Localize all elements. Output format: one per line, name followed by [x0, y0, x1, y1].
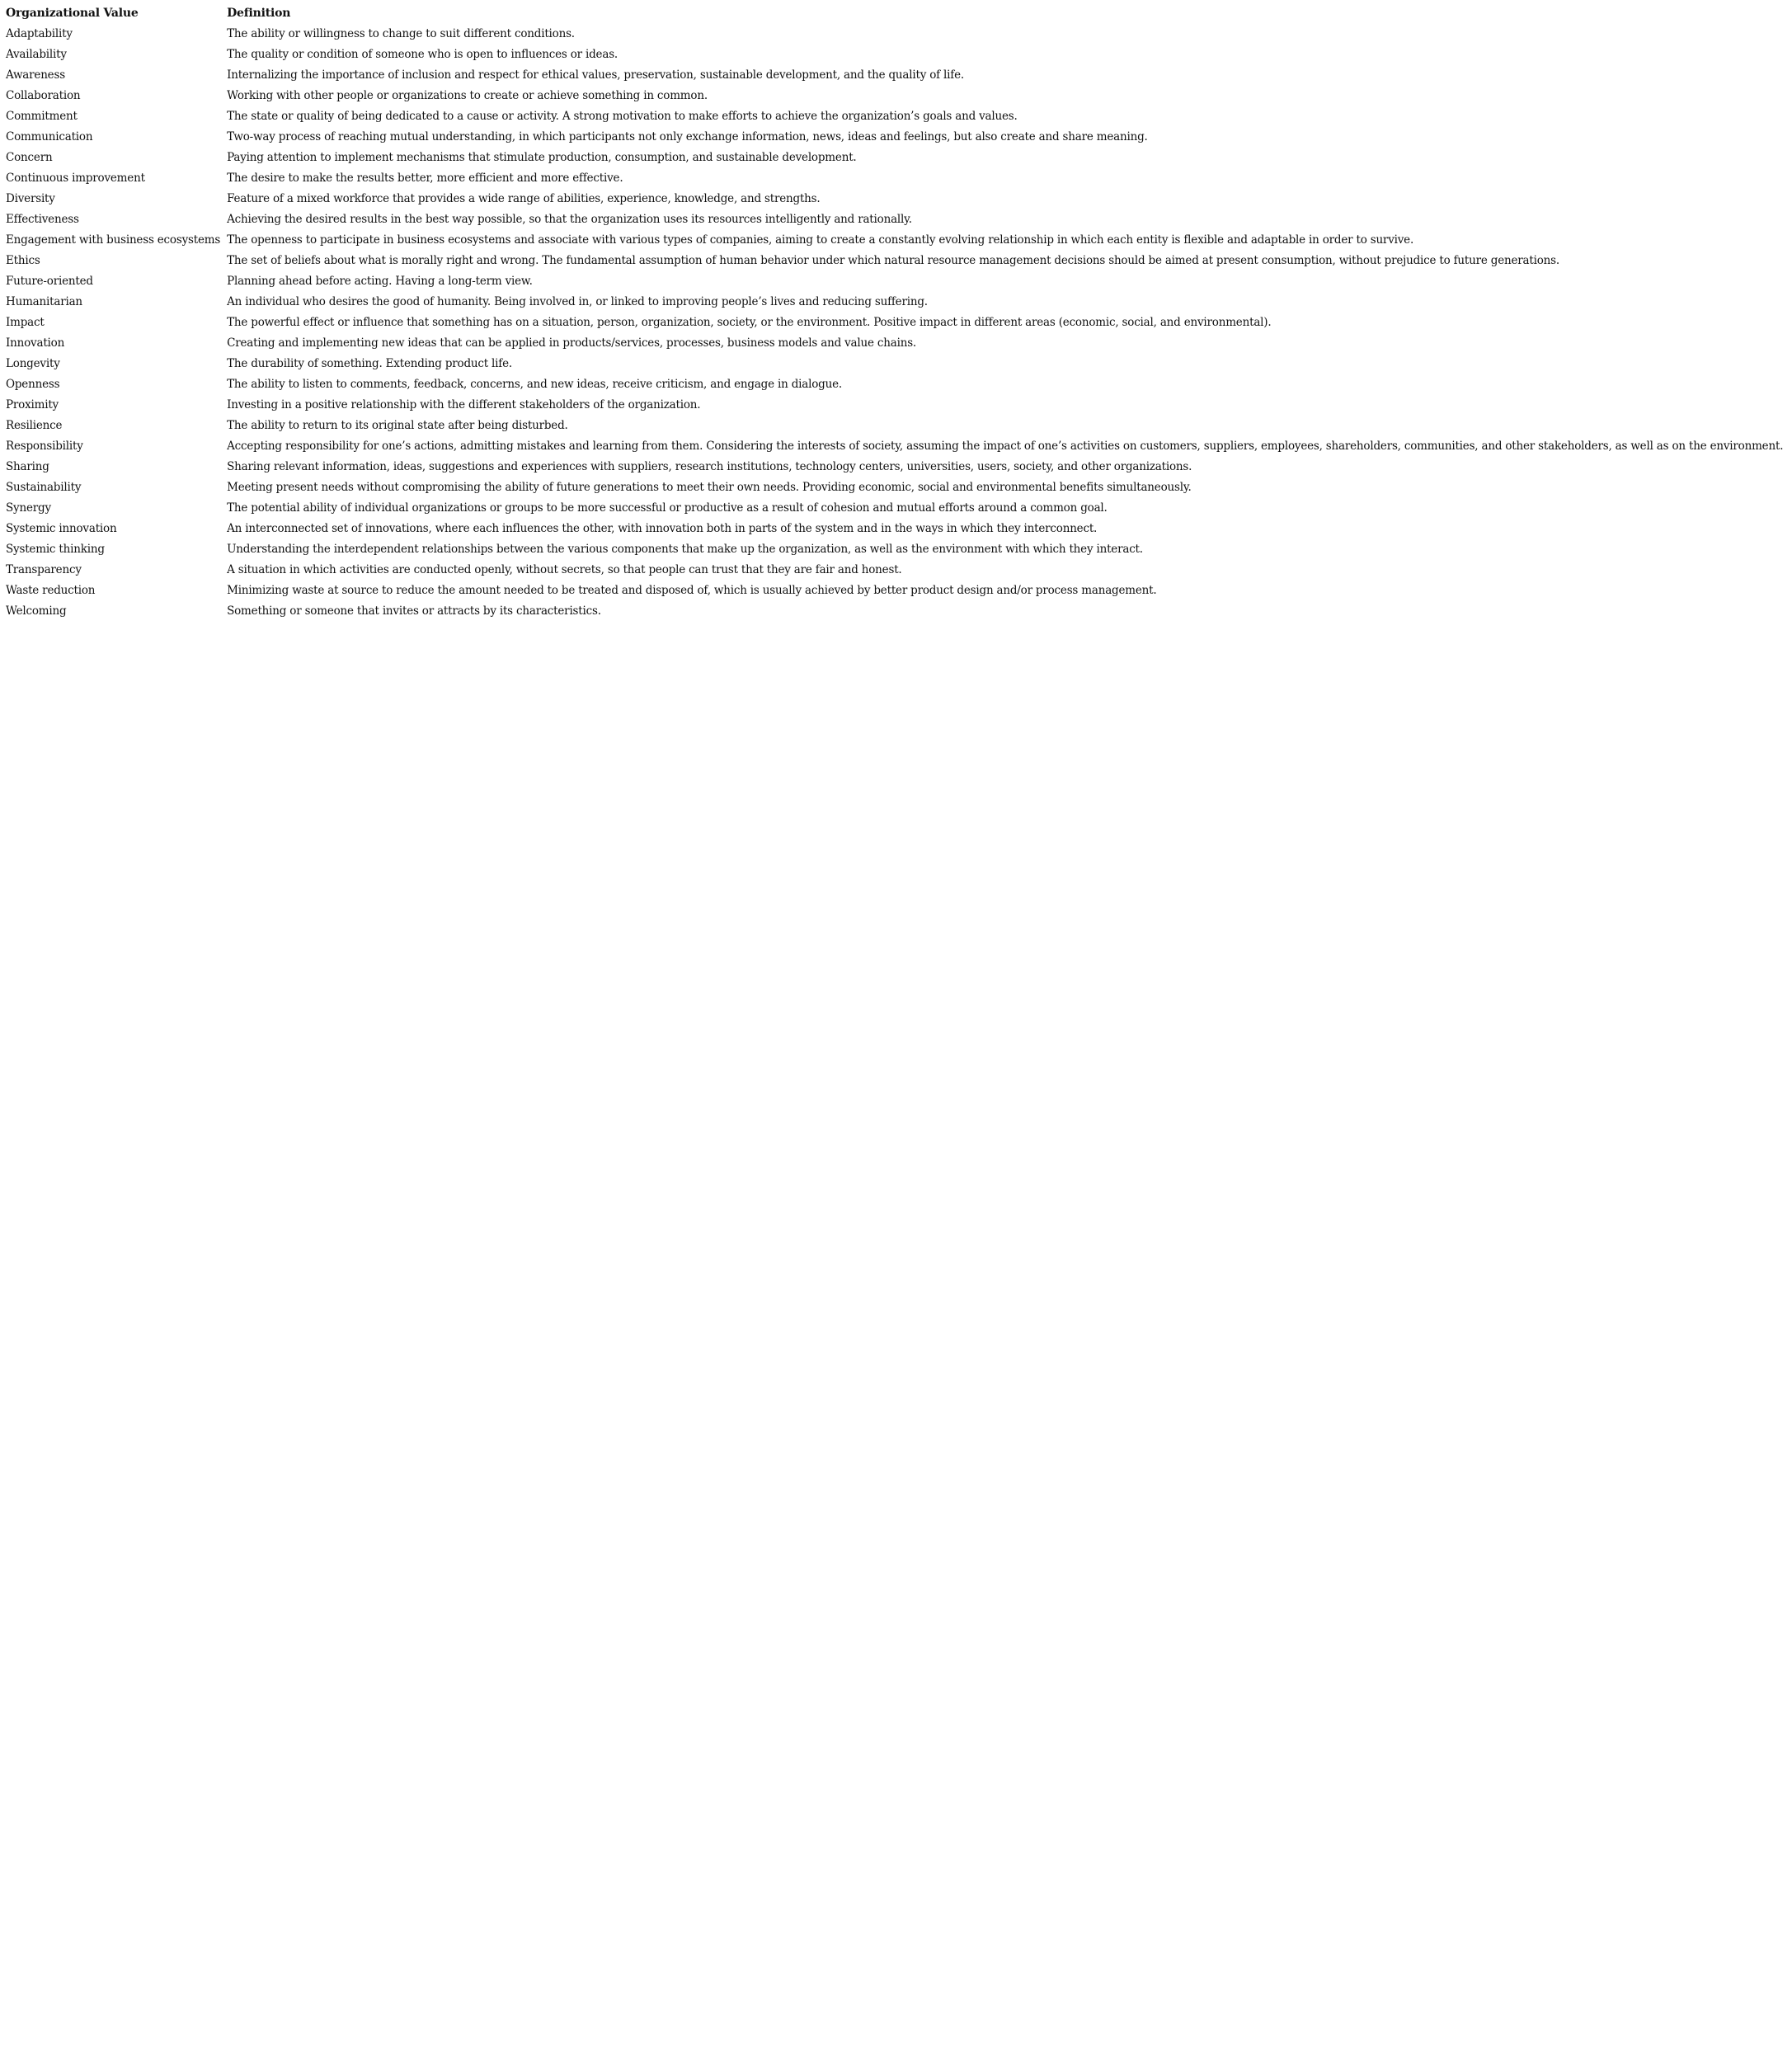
- organizational-value-cell: Systemic innovation: [6, 522, 117, 535]
- table-row: [2, 271, 1786, 292]
- organizational-value-cell: Sharing: [6, 460, 49, 473]
- organizational-value-cell: Synergy: [6, 501, 51, 515]
- organizational-value-cell: Ethics: [6, 254, 40, 267]
- definition-cell: Something or someone that invites or attracts by its characteristics.: [227, 604, 601, 618]
- organizational-value-cell: Transparency: [6, 563, 82, 576]
- organizational-value-cell: Longevity: [6, 357, 60, 370]
- organizational-value-cell: Responsibility: [6, 440, 83, 453]
- definition-cell: The set of beliefs about what is morally right and wrong. The fundamental assumption of human behavior under which natural resource management decisions should be aimed at present consumption, without prejudice to future generations.: [227, 254, 1559, 267]
- table-body: [2, 24, 1786, 622]
- table-row: [2, 86, 1786, 106]
- table-row: [2, 313, 1786, 333]
- table-row: [2, 251, 1786, 271]
- definition-cell: The durability of something. Extending product life.: [227, 357, 512, 370]
- organizational-value-cell: Diversity: [6, 192, 55, 205]
- table-row: [2, 457, 1786, 477]
- organizational-value-cell: Openness: [6, 378, 60, 391]
- definition-cell: Two-way process of reaching mutual understanding, in which participants not only exchange information, news, ideas and feelings, but also create and share meaning.: [227, 130, 1148, 143]
- definition-cell: The openness to participate in business ecosystems and associate with various types of companies, aiming to create a constantly evolving relationship in which each entity is flexible and adaptable in order to survive.: [227, 233, 1414, 247]
- definition-cell: Feature of a mixed workforce that provides a wide range of abilities, experience, knowledge, and strengths.: [227, 192, 821, 205]
- definition-cell: The ability or willingness to change to suit different conditions.: [227, 27, 575, 40]
- organizational-value-cell: Commitment: [6, 110, 78, 123]
- organizational-value-cell: Waste reduction: [6, 584, 96, 597]
- definition-cell: Accepting responsibility for one’s actions, admitting mistakes and learning from them. Considering the interests of society, assuming the impact of one’s activities on customers, suppliers, employees, shareholders, communities, and other stakeholders, as well as on the environment.: [227, 440, 1784, 453]
- definition-cell: Investing in a positive relationship with the different stakeholders of the organization.: [227, 398, 701, 411]
- table-row: [2, 106, 1786, 127]
- organizational-value-cell: Innovation: [6, 336, 65, 350]
- table-row: [2, 168, 1786, 189]
- table-row: [2, 436, 1786, 457]
- definition-cell: An individual who desires the good of humanity. Being involved in, or linked to improving people’s lives and reducing suffering.: [227, 295, 928, 308]
- definition-cell: Creating and implementing new ideas that can be applied in products/services, processes, business models and value chains.: [227, 336, 917, 350]
- organizational-value-cell: Welcoming: [6, 604, 67, 618]
- table-row: [2, 24, 1786, 45]
- table-row: [2, 65, 1786, 86]
- table-row: [2, 292, 1786, 313]
- table-row: [2, 354, 1786, 374]
- definition-cell: Planning ahead before acting. Having a long-term view.: [227, 275, 533, 288]
- organizational-value-cell: Future-oriented: [6, 275, 93, 288]
- definition-cell: Internalizing the importance of inclusion and respect for ethical values, preservation, sustainable development, and the quality of life.: [227, 68, 964, 82]
- definition-cell: The powerful effect or influence that something has on a situation, person, organization, society, or the environment. Positive impact in different areas (economic, social, and environmental).: [227, 316, 1272, 329]
- organizational-value-cell: Availability: [6, 48, 67, 61]
- definition-cell: The quality or condition of someone who is open to influences or ideas.: [227, 48, 618, 61]
- table-row: [2, 581, 1786, 601]
- table-row: [2, 333, 1786, 354]
- organizational-value-cell: Continuous improvement: [6, 172, 145, 185]
- organizational-value-cell: Awareness: [6, 68, 65, 82]
- definition-cell: The potential ability of individual organizations or groups to be more successful or productive as a result of cohesion and mutual efforts around a common goal.: [227, 501, 1108, 515]
- definition-cell: Working with other people or organizations to create or achieve something in common.: [227, 89, 708, 102]
- table-row: [2, 189, 1786, 209]
- definition-cell: A situation in which activities are conducted openly, without secrets, so that people can trust that they are fair and honest.: [227, 563, 902, 576]
- table-row: [2, 45, 1786, 65]
- table-row: [2, 148, 1786, 168]
- organizational-values-table: [2, 3, 1786, 622]
- definition-cell: Paying attention to implement mechanisms that stimulate production, consumption, and sustainable development.: [227, 151, 857, 164]
- organizational-value-cell: Systemic thinking: [6, 543, 105, 556]
- organizational-value-cell: Sustainability: [6, 481, 82, 494]
- table-row: [2, 416, 1786, 436]
- table-header: [2, 3, 1786, 24]
- definition-cell: The ability to return to its original state after being disturbed.: [227, 419, 568, 432]
- organizational-value-cell: Impact: [6, 316, 45, 329]
- definition-cell: The state or quality of being dedicated to a cause or activity. A strong motivation to make efforts to achieve the organization’s goals and values.: [227, 110, 1018, 123]
- table-row: [2, 477, 1786, 498]
- table-row: [2, 539, 1786, 560]
- definition-cell: Meeting present needs without compromising the ability of future generations to meet their own needs. Providing economic, social and environmental benefits simultaneously.: [227, 481, 1192, 494]
- organizational-value-cell: Proximity: [6, 398, 59, 411]
- table-row: [2, 127, 1786, 148]
- table-row: [2, 374, 1786, 395]
- table-row: [2, 209, 1786, 230]
- header-definition: Definition: [227, 7, 291, 20]
- organizational-value-cell: Engagement with business ecosystems: [6, 233, 221, 247]
- table-row: [2, 230, 1786, 251]
- table-row: [2, 601, 1786, 622]
- definition-cell: Achieving the desired results in the best way possible, so that the organization uses its resources intelligently and rationally.: [227, 213, 912, 226]
- organizational-value-cell: Communication: [6, 130, 93, 143]
- organizational-value-cell: Concern: [6, 151, 53, 164]
- definition-cell: An interconnected set of innovations, where each influences the other, with innovation both in parts of the system and in the ways in which they interconnect.: [227, 522, 1098, 535]
- header-organizational-value: Organizational Value: [6, 7, 139, 20]
- definition-cell: The desire to make the results better, more efficient and more effective.: [227, 172, 623, 185]
- table-row: [2, 519, 1786, 539]
- definition-cell: Minimizing waste at source to reduce the amount needed to be treated and disposed of, which is usually achieved by better product design and/or process management.: [227, 584, 1157, 597]
- definition-cell: Understanding the interdependent relationships between the various components that make up the organization, as well as the environment with which they interact.: [227, 543, 1143, 556]
- table-row: [2, 498, 1786, 519]
- definition-cell: Sharing relevant information, ideas, suggestions and experiences with suppliers, research institutions, technology centers, universities, users, society, and other organizations.: [227, 460, 1192, 473]
- definition-cell: The ability to listen to comments, feedback, concerns, and new ideas, receive criticism, and engage in dialogue.: [227, 378, 842, 391]
- organizational-value-cell: Adaptability: [6, 27, 73, 40]
- organizational-value-cell: Collaboration: [6, 89, 81, 102]
- organizational-value-cell: Effectiveness: [6, 213, 79, 226]
- header-row: [2, 3, 1786, 24]
- organizational-value-cell: Humanitarian: [6, 295, 82, 308]
- table-row: [2, 560, 1786, 581]
- organizational-value-cell: Resilience: [6, 419, 63, 432]
- table-row: [2, 395, 1786, 416]
